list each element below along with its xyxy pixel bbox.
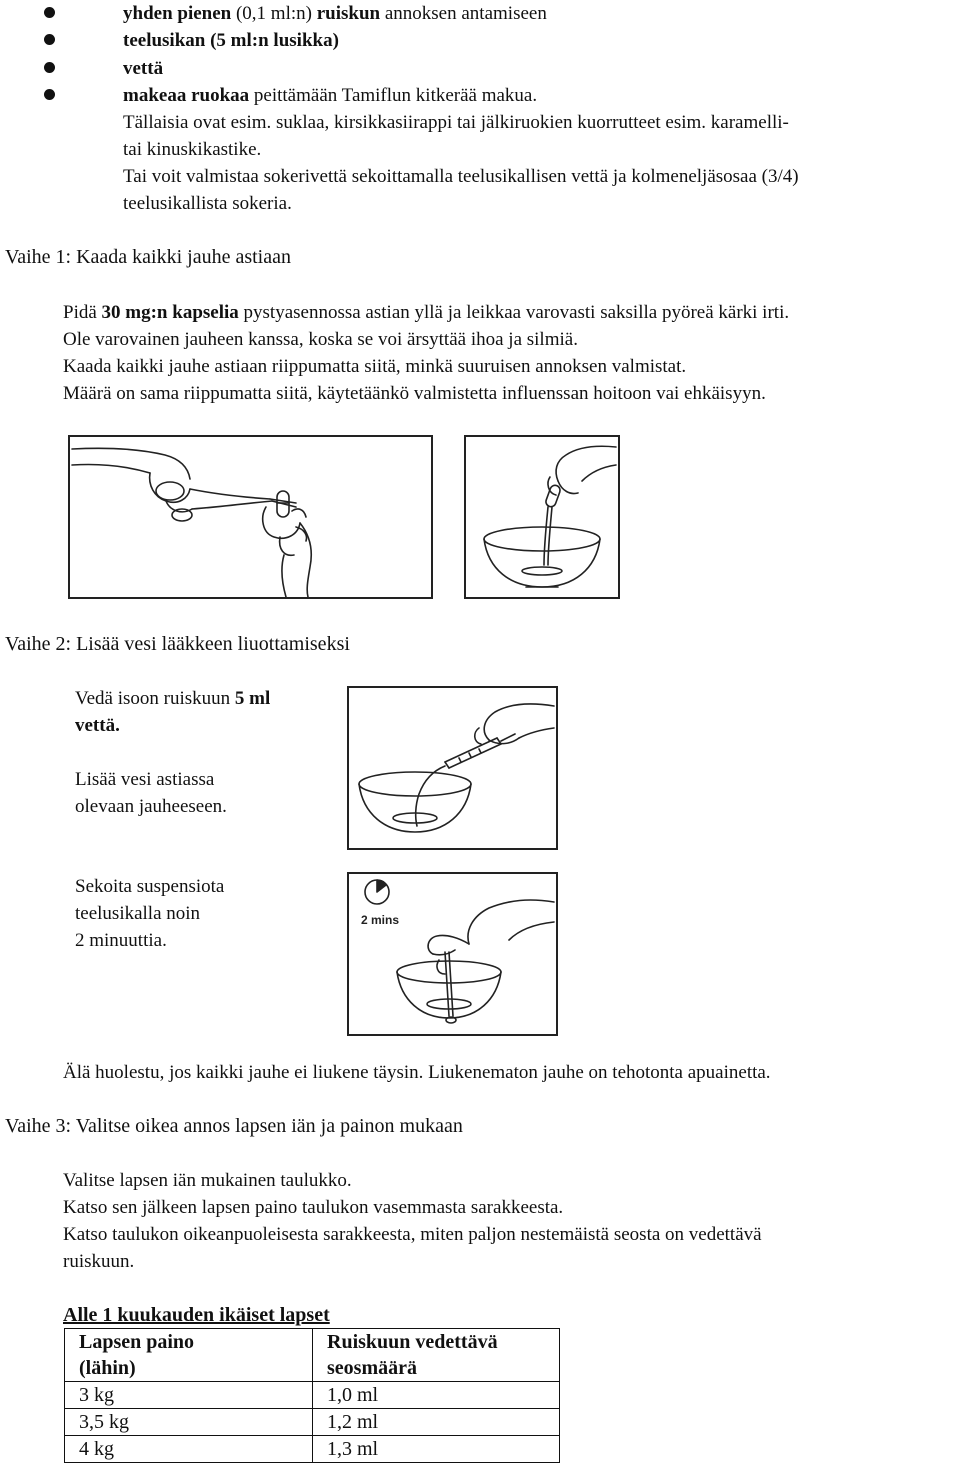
bullet-icon	[44, 34, 55, 45]
bullet-continuation: Tai voit valmistaa sokerivettä sekoittamalla teelusikallisen vettä ja kolmeneljäsosaa (3/4)	[123, 166, 799, 187]
table-title: Alle 1 kuukauden ikäiset lapset	[63, 1304, 330, 1326]
amount-cell: 1,3 ml	[313, 1436, 560, 1463]
table-header-row	[65, 1329, 560, 1382]
column-header-weight: Lapsen paino (lähin)	[65, 1329, 313, 1382]
bullet-continuation: teelusikallista sokeria.	[123, 193, 292, 214]
table-row	[65, 1436, 560, 1463]
timer-label: 2 mins	[361, 913, 400, 927]
column-header-amount: Ruiskuun vedettävä seosmäärä	[313, 1329, 560, 1382]
step1-line: Määrä on sama riippumatta siitä, käytetäänkö valmistetta influenssan hoitoon vai ehkäisyyn.	[63, 383, 766, 404]
bullet-icon	[44, 89, 55, 100]
bullet-text: annoksen antamiseen	[380, 3, 547, 24]
bullet-bold-text: ruiskun	[316, 3, 381, 24]
table-row	[65, 1409, 560, 1436]
list-item	[0, 0, 960, 27]
step2-instruction: olevaan jauheeseen.	[75, 796, 227, 817]
add-water-illustration	[347, 686, 558, 850]
bullet-text: (0,1 ml:n)	[231, 3, 317, 24]
cut-capsule-illustration	[68, 435, 433, 599]
step2-instruction: Sekoita suspensiota	[75, 876, 225, 897]
scissors-hands-icon	[70, 437, 431, 597]
bullet-continuation: Tällaisia ovat esim. suklaa, kirsikkasiirappi tai jälkiruokien kuorrutteet esim. karamelli-	[123, 112, 789, 133]
list-item	[0, 82, 960, 109]
step2-note: Älä huolestu, jos kaikki jauhe ei liukene täysin. Liukenematon jauhe on tehotonta apuainetta.	[63, 1062, 771, 1083]
step2-heading: Vaihe 2: Lisää vesi lääkkeen liuottamiseksi	[5, 633, 350, 655]
step3-heading: Vaihe 3: Valitse oikea annos lapsen iän ja painon mukaan	[5, 1115, 463, 1137]
bullet-bold-text: vettä	[123, 58, 164, 79]
amount-cell: 1,0 ml	[313, 1382, 560, 1409]
step1-paragraph: Pidä 30 mg:n kapselia pystyasennossa astian yllä ja leikkaa varovasti saksilla pyöreä kärki irti.	[63, 302, 790, 323]
step2-instruction: 2 minuuttia.	[75, 930, 167, 951]
dosage-table	[64, 1328, 560, 1463]
stir-illustration	[347, 872, 558, 1036]
bullet-bold-text: makeaa ruokaa	[123, 85, 250, 106]
weight-cell: 3,5 kg	[65, 1409, 313, 1436]
amount-cell: 1,2 ml	[313, 1409, 560, 1436]
bullet-bold-text: teelusikan (5 ml:n lusikka)	[123, 30, 339, 51]
list-item	[0, 55, 960, 82]
syringe-bowl-icon	[349, 688, 556, 848]
step3-line: Katso taulukon oikeanpuoleisesta sarakkeesta, miten paljon nestemäistä seosta on vedettävä	[63, 1224, 762, 1245]
step3-line: Valitse lapsen iän mukainen taulukko.	[63, 1170, 352, 1191]
weight-cell: 4 kg	[65, 1436, 313, 1463]
step2-instruction: teelusikalla noin	[75, 903, 201, 924]
list-item	[0, 27, 960, 54]
step1-line: Ole varovainen jauheen kanssa, koska se voi ärsyttää ihoa ja silmiä.	[63, 329, 578, 350]
step2-instruction: Lisää vesi astiassa	[75, 769, 215, 790]
step1-line: Kaada kaikki jauhe astiaan riippumatta siitä, minkä suuruisen annoksen valmistat.	[63, 356, 687, 377]
bullet-bold-text: yhden pienen	[123, 3, 232, 24]
bullet-continuation: tai kinuskikastike.	[123, 139, 262, 160]
step2-instruction: Vedä isoon ruiskuun 5 ml	[75, 688, 271, 709]
bullet-icon	[44, 62, 55, 73]
weight-cell: 3 kg	[65, 1382, 313, 1409]
step1-heading: Vaihe 1: Kaada kaikki jauhe astiaan	[5, 246, 291, 268]
step3-line: Katso sen jälkeen lapsen paino taulukon vasemmasta sarakkeesta.	[63, 1197, 564, 1218]
step2-instruction: vettä.	[75, 715, 120, 736]
bullet-icon	[44, 7, 55, 18]
table-row	[65, 1382, 560, 1409]
bowl-hand-icon	[466, 437, 618, 597]
bullet-text: peittämään Tamiflun kitkerää makua.	[249, 85, 538, 106]
step3-line: ruiskuun.	[63, 1251, 135, 1272]
pour-powder-illustration	[464, 435, 620, 599]
